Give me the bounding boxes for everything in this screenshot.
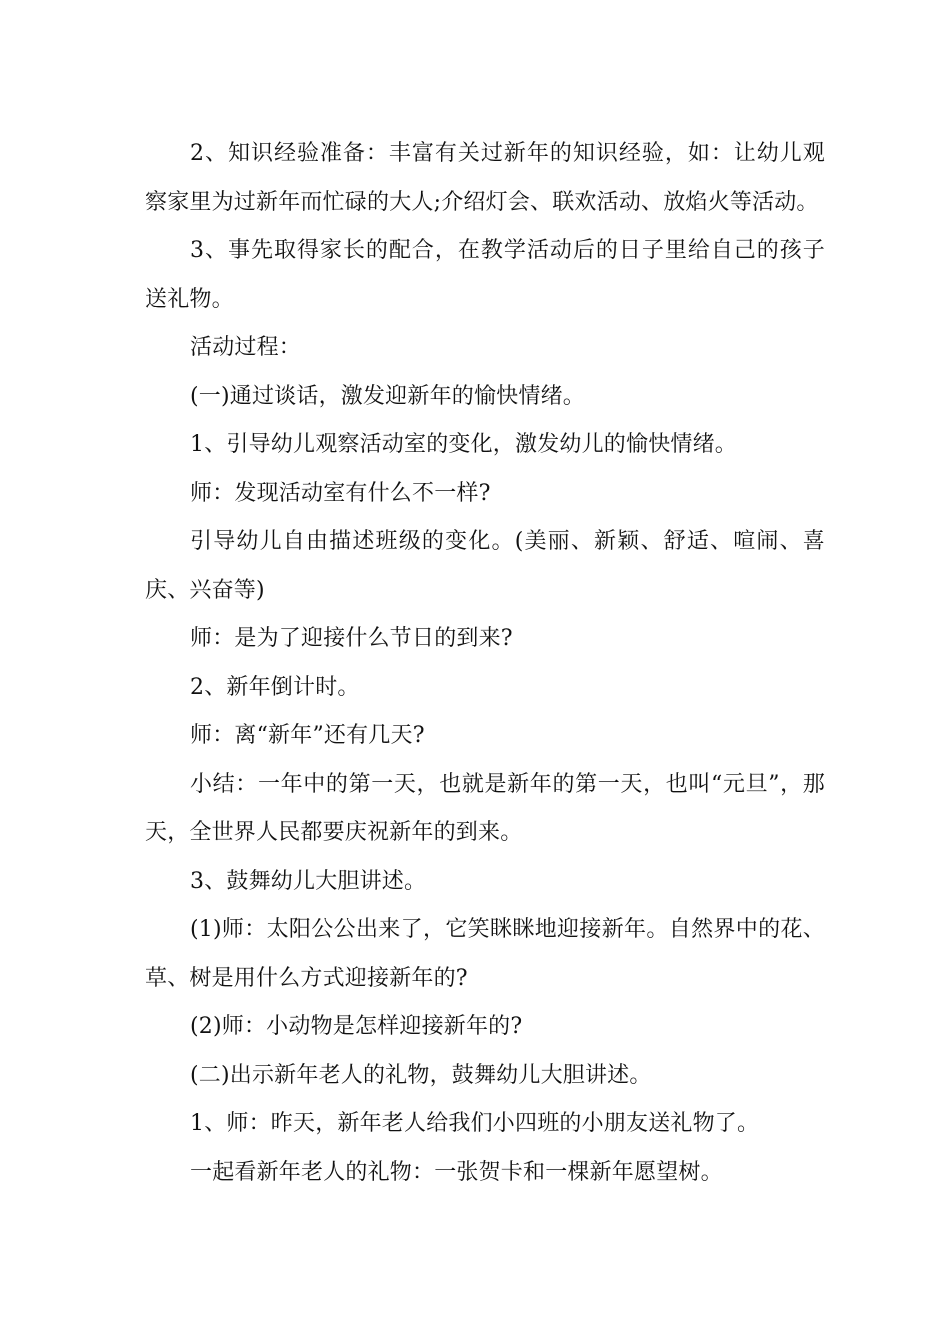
paragraph-question-nature: (1)师：太阳公公出来了，它笑眯眯地迎接新年。自然界中的花、草、树是用什么方式迎接新年的? [145,917,825,991]
paragraph-describe-changes: 引导幼儿自由描述班级的变化。(美丽、新颖、舒适、喧闹、喜庆、兴奋等) [145,529,825,603]
paragraph-countdown: 2、新年倒计时。 [190,674,360,700]
paragraph-knowledge-preparation: 2、知识经验准备：丰富有关过新年的知识经验，如：让幼儿观察家里为过新年而忙碌的大人;介绍灯会、联欢活动、放焰火等活动。 [145,141,825,215]
paragraph-parent-cooperation: 3、事先取得家长的配合，在教学活动后的日子里给自己的孩子送礼物。 [145,238,825,312]
paragraph-section-one: (一)通过谈话，激发迎新年的愉快情绪。 [190,383,585,409]
paragraph-summary: 小结：一年中的第一天，也就是新年的第一天，也叫“元旦”，那天，全世界人民都要庆祝新年的到来。 [145,771,825,845]
paragraph-teacher-question-2: 师：是为了迎接什么节日的到来? [190,626,513,651]
paragraph-teacher-question-3: 师：离“新年”还有几天? [190,723,425,748]
document-body [145,130,825,1197]
paragraph-observe-room: 1、引导幼儿观察活动室的变化，激发幼儿的愉快情绪。 [190,432,737,457]
paragraph-gift-intro: 1、师：昨天，新年老人给我们小四班的小朋友送礼物了。 [190,1111,760,1136]
paragraph-activity-process-heading: 活动过程： [190,335,302,360]
paragraph-gift-items: 一起看新年老人的礼物：一张贺卡和一棵新年愿望树。 [190,1159,723,1185]
paragraph-question-animals: (2)师：小动物是怎样迎接新年的? [190,1014,523,1039]
paragraph-section-two: (二)出示新年老人的礼物，鼓舞幼儿大胆讲述。 [190,1062,652,1088]
paragraph-encourage: 3、鼓舞幼儿大胆讲述。 [190,868,427,894]
paragraph-teacher-question-1: 师：发现活动室有什么不一样? [190,480,491,506]
